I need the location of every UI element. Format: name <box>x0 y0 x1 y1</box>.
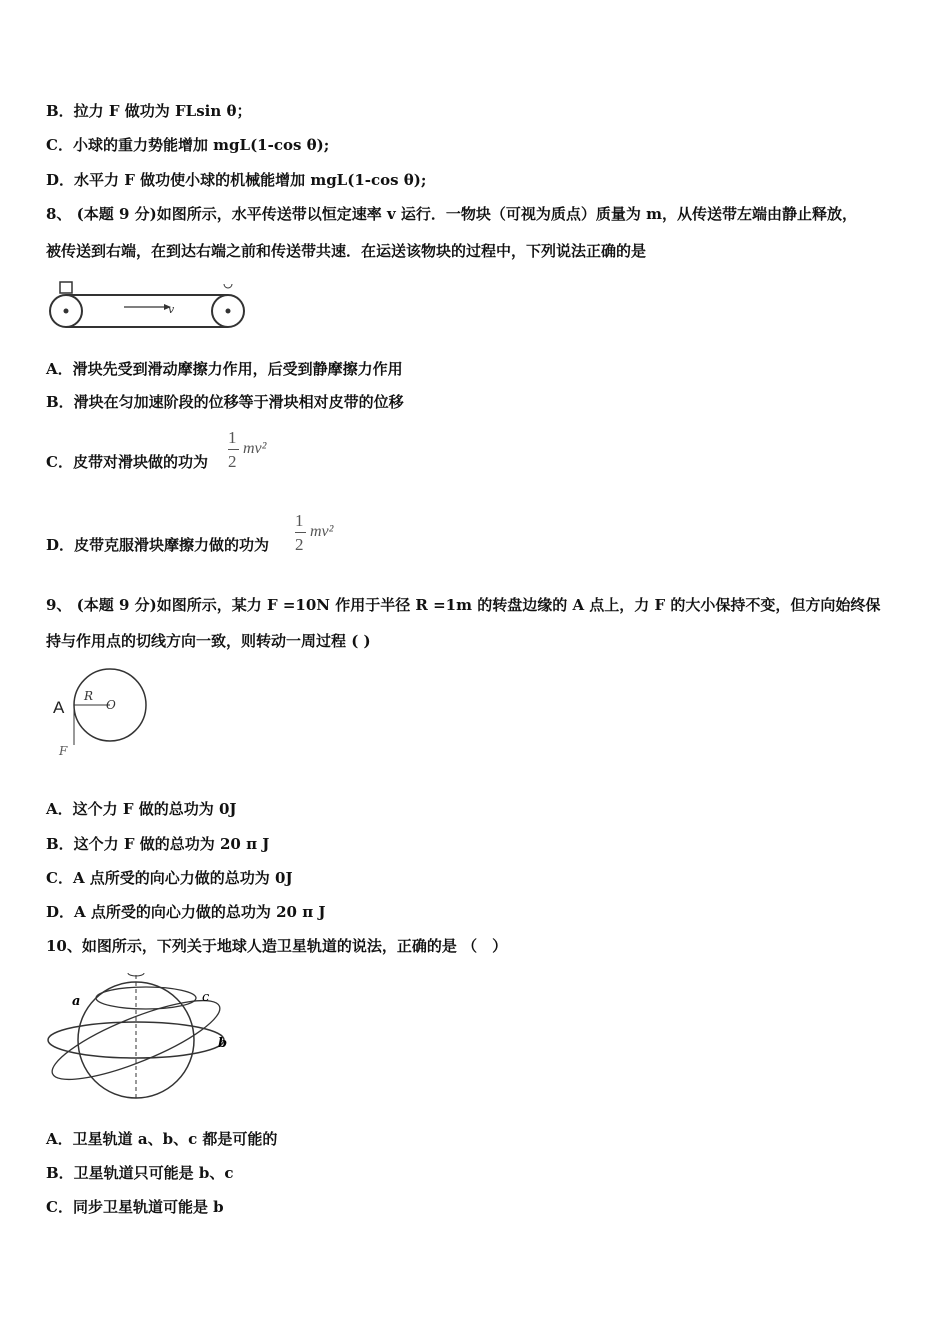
velocity-label: v <box>168 303 175 316</box>
q8-option-d: D．皮带克服滑块摩擦力做的功为 <box>46 536 270 554</box>
conveyor-belt-figure <box>46 280 246 330</box>
q10-stem: 10、如图所示，下列关于地球人造卫星轨道的说法，正确的是 （ ） <box>46 937 508 955</box>
satellite-orbit-figure <box>44 965 234 1105</box>
q9-option-a: A．这个力 F 做的总功为 0J <box>46 800 237 818</box>
q8-stem-line1: 8、 (本题 9 分)如图所示，水平传送带以恒定速率 v 运行．一物块（可视为质点）质量为 m，从传送带左端由静止释放， <box>46 205 857 223</box>
svg-text:F: F <box>59 744 68 758</box>
svg-text:R: R <box>84 689 94 703</box>
svg-text:a: a <box>72 994 81 1009</box>
q10-option-a: A．卫星轨道 a、b、c 都是可能的 <box>46 1130 278 1148</box>
document-page: B．拉力 F 做功为 FLsin θ； C．小球的重力势能增加 mgL(1-cos θ); D．水平力 F 做功使小球的机械能增加 mgL(1-cos θ); 8、 (本题 9 分)如图所示，水平传送带以恒定速率 v 运行．一物块（可视为质点）质量为 m，从传送带左端由静止释放， 被传送到右端，在到达右端之前和传送带共速．在运送该物块的过程中，下列说法正确的是 v A．滑块先受到滑动摩擦力作用，后受到静摩擦力作用 B．滑块在匀加速阶段的位移等于滑块相对皮带的位移 C．皮带对滑块做的功为 1 2 mv² D．皮带克服滑块摩擦力做的功为 1 2 mv² 9、 (本题 9 分)如图所示，某力 F =10N 作用于半径 R =1m 的转盘边缘的 A 点上，力 F 的大小保持不变，但方向始终保 持与作用点的切线方向一致，则转动一周过程 ( ) A R O F A．这个力 F 做的总功为 0J B．这个力 F 做的总功为 20 π J C．A 点所受的向心力做的总功为 0J D．A 点所受的向心力做的总功为 20 π J 10、如图所示，下列关于地球人造卫星轨道的说法，正确的是 （ ） a c b A．卫星轨道 a、b、c 都是可能的 B．卫星轨道只可能是 b、c C．同步卫星轨道可能是 b <box>0 0 950 1344</box>
q8-option-a: A．滑块先受到滑动摩擦力作用，后受到静摩擦力作用 <box>46 360 403 378</box>
q9-stem-line2: 持与作用点的切线方向一致，则转动一周过程 ( ) <box>46 632 371 650</box>
svg-text:c: c <box>202 990 210 1005</box>
svg-text:b: b <box>218 1036 228 1051</box>
q7-option-c: C．小球的重力势能增加 mgL(1-cos θ); <box>46 136 330 154</box>
q9-option-d: D．A 点所受的向心力做的总功为 20 π J <box>46 903 326 921</box>
q7-option-d: D．水平力 F 做功使小球的机械能增加 mgL(1-cos θ); <box>46 171 427 189</box>
q9-option-b: B．这个力 F 做的总功为 20 π J <box>46 835 270 853</box>
q9-stem-line1: 9、 (本题 9 分)如图所示，某力 F =10N 作用于半径 R =1m 的转盘边缘的 A 点上，力 F 的大小保持不变，但方向始终保 <box>46 596 881 614</box>
q9-option-c: C．A 点所受的向心力做的总功为 0J <box>46 869 293 887</box>
q10-option-b: B．卫星轨道只可能是 b、c <box>46 1164 234 1182</box>
q8-option-b: B．滑块在匀加速阶段的位移等于滑块相对皮带的位移 <box>46 393 404 411</box>
q10-option-c: C．同步卫星轨道可能是 b <box>46 1198 224 1216</box>
svg-text:A: A <box>53 698 65 717</box>
svg-text:O: O <box>106 698 116 712</box>
turntable-figure <box>46 665 156 765</box>
q8-stem-line2: 被传送到右端，在到达右端之前和传送带共速．在运送该物块的过程中，下列说法正确的是 <box>46 242 647 260</box>
q8-option-c: C．皮带对滑块做的功为 <box>46 453 208 471</box>
q7-option-b: B．拉力 F 做功为 FLsin θ； <box>46 102 252 120</box>
